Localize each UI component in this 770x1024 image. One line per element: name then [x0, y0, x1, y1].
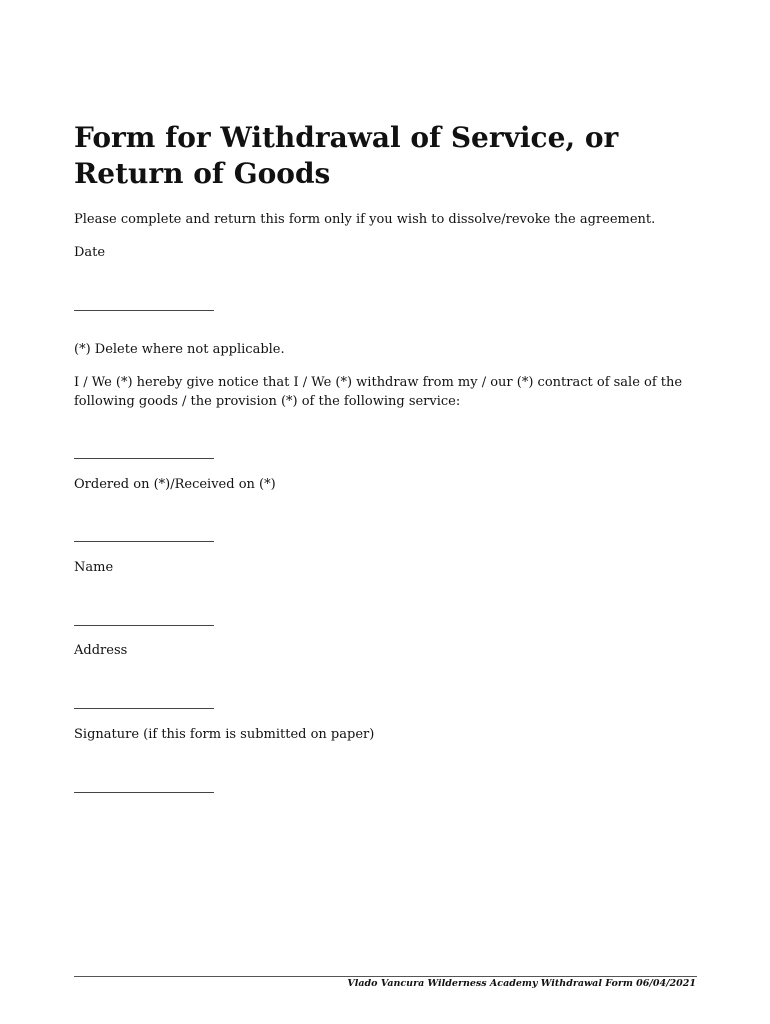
address-field-line[interactable] — [74, 708, 214, 709]
goods-service-field-line[interactable] — [74, 458, 214, 459]
ordered-received-label: Ordered on (*)/Received on (*) — [74, 477, 276, 492]
intro-text: Please complete and return this form only if you wish to dissolve/revoke the agreement. — [74, 212, 656, 227]
date-field-line[interactable] — [74, 310, 214, 311]
address-label: Address — [74, 643, 128, 658]
signature-label: Signature (if this form is submitted on paper) — [74, 727, 375, 742]
ordered-received-field-line[interactable] — [74, 541, 214, 542]
date-label: Date — [74, 245, 106, 260]
signature-field-line[interactable] — [74, 792, 214, 793]
name-field-line[interactable] — [74, 625, 214, 626]
page-title: Form for Withdrawal of Service, or Return of Goods — [74, 121, 619, 190]
delete-note: (*) Delete where not applicable. — [74, 342, 285, 357]
notice-text: I / We (*) hereby give notice that I / We (*) withdraw from my / our (*) contract of sale of the following goods / the provision (*) of the following service: — [74, 375, 683, 409]
name-label: Name — [74, 560, 114, 575]
footer-text: Vlado Vancura Wilderness Academy Withdrawal Form 06/04/2021 — [347, 978, 696, 989]
